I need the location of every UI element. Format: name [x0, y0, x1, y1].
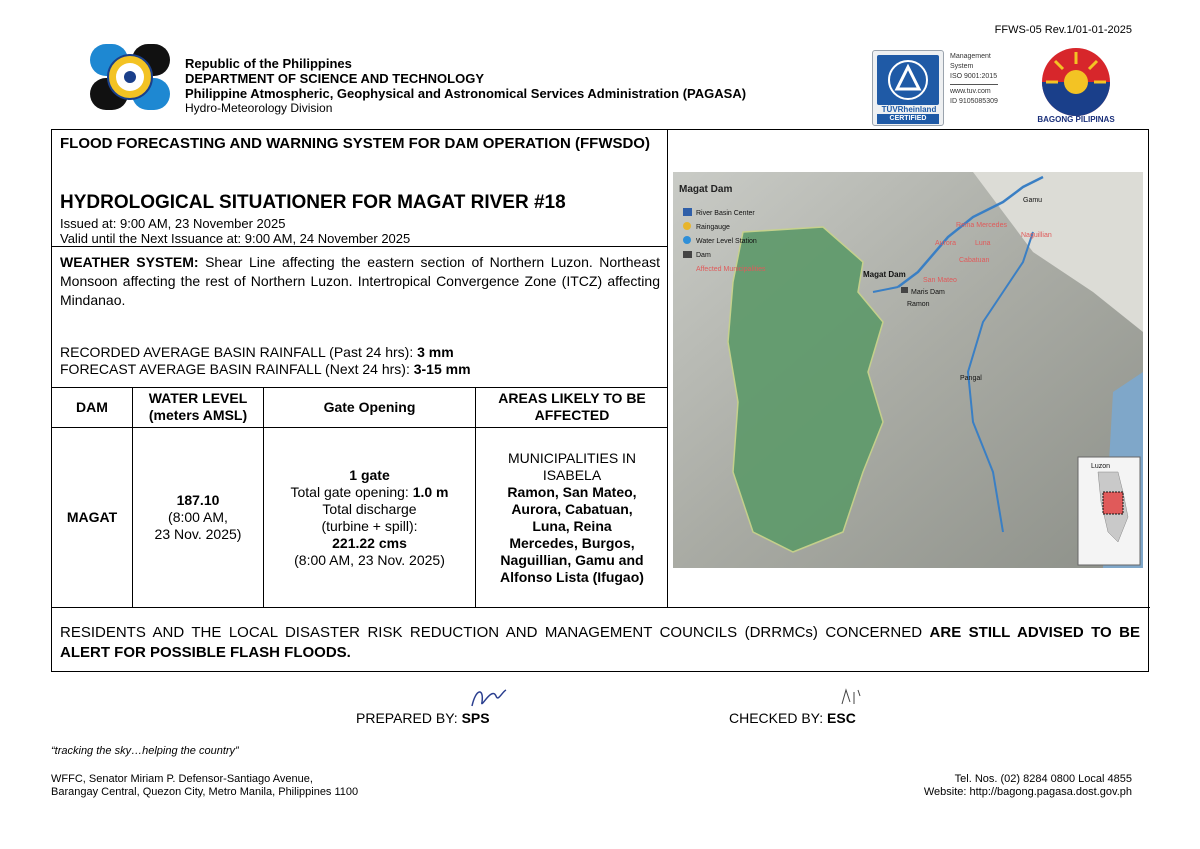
forecast-label: FORECAST AVERAGE BASIN RAINFALL (Next 24 hrs): — [60, 361, 414, 377]
dam-icon — [683, 251, 692, 258]
header-areas-2: AFFECTED — [534, 407, 610, 423]
header-water-level-2: (meters AMSL) — [148, 407, 248, 423]
discharge-value: 221.22 cms — [332, 534, 407, 551]
gate-opening-value: 1.0 m — [412, 483, 449, 500]
tuv-badge — [872, 50, 944, 126]
advisory-bold: ARE STILL ADVISED TO BE ALERT FOR POSSIBLE FLASH FLOODS. — [60, 624, 1141, 661]
areas-line-5: Naguillian, Gamu and — [500, 551, 644, 568]
label-luna: Luna — [975, 240, 991, 247]
header-water-level-1: WATER LEVEL — [148, 390, 248, 406]
tuv-system: System — [950, 63, 974, 70]
tuv-certification — [872, 50, 1022, 126]
tuv-iso: ISO 9001:2015 — [950, 73, 998, 80]
checked-initials: ESC — [827, 710, 856, 726]
areas-line-6: Alfonso Lista (Ifugao) — [500, 568, 644, 585]
luzon-inset — [1078, 457, 1140, 565]
gate-count: 1 gate — [349, 466, 390, 483]
bagong-pilipinas-label: BAGONG PILIPINAS — [1037, 115, 1115, 124]
prepared-initials: SPS — [461, 710, 490, 726]
tuv-id: ID 9105085309 — [950, 98, 998, 105]
signature-checked — [838, 686, 864, 708]
inset-label: Luzon — [1091, 463, 1111, 470]
dost-logo-icon — [88, 42, 172, 112]
cell-areas — [476, 428, 668, 607]
divider-advisory — [52, 607, 1150, 608]
discharge-label-2: (turbine + spill): — [321, 517, 418, 534]
areas-line-4: Mercedes, Burgos, — [509, 534, 635, 551]
areas-label-2: ISABELA — [542, 466, 602, 483]
department-line: DEPARTMENT OF SCIENCE AND TECHNOLOGY — [185, 71, 485, 86]
weather-text: Shear Line affecting the eastern section of Northern Luzon. Northeast Monsoon affecting the rest of Northern Luzon. Intertropical Convergence Zone (ITCZ) affecting Mindanao. — [60, 254, 660, 308]
divider-title — [52, 246, 668, 247]
valid-until: Valid until the Next Issuance at: 9:00 AM, 24 November 2025 — [60, 231, 411, 246]
cell-gate-opening — [264, 428, 475, 607]
areas-line-2: Aurora, Cabatuan, — [511, 500, 633, 517]
signature-prepared — [466, 684, 510, 712]
checked-by — [729, 710, 856, 726]
gate-opening-label: Total gate opening: — [290, 483, 413, 500]
cell-dam: MAGAT — [66, 509, 118, 525]
label-aurora: Aurora — [935, 240, 957, 247]
prepared-by — [356, 710, 490, 726]
weather-system — [60, 253, 660, 310]
website-link[interactable]: Website: http://bagong.pagasa.dost.gov.ph — [923, 786, 1132, 798]
cell-water-level — [133, 428, 263, 607]
legend-raingauge: Raingauge — [696, 224, 730, 231]
checked-label: CHECKED BY: — [729, 710, 828, 726]
tuv-web: www.tuv.com — [950, 84, 998, 97]
label-ramon: Ramon — [907, 301, 930, 308]
division-line: Hydro-Meteorology Division — [185, 101, 333, 115]
tagline: “tracking the sky…helping the country” — [51, 745, 239, 757]
river-basin-center-icon — [683, 208, 692, 216]
inset-region-marker — [1103, 492, 1123, 514]
water-level-time-1: (8:00 AM, — [168, 509, 228, 525]
header-gate-opening: Gate Opening — [323, 398, 416, 415]
label-reina-mercedes: Reina Mercedes — [956, 222, 1007, 229]
system-title: FLOOD FORECASTING AND WARNING SYSTEM FOR DAM OPERATION (FFWSDO) — [60, 135, 650, 152]
address — [51, 773, 358, 799]
recorded-value: 3 mm — [417, 344, 454, 360]
issued-at: Issued at: 9:00 AM, 23 November 2025 — [60, 216, 286, 231]
label-maris-dam: Maris Dam — [911, 289, 945, 296]
water-level-time-2: 23 Nov. 2025) — [154, 526, 242, 542]
label-pangal: Pangal — [960, 375, 982, 382]
tuv-details — [950, 52, 998, 107]
advisory-text — [60, 623, 1140, 663]
legend-basin-center: River Basin Center — [696, 210, 755, 217]
rainfall-summary — [60, 344, 471, 378]
tuv-certified: CERTIFIED — [877, 114, 939, 124]
header-dam: DAM — [76, 398, 108, 415]
legend-dam: Dam — [696, 252, 711, 259]
agency-line: Philippine Atmospheric, Geophysical and Astronomical Services Administration (PAGASA) — [185, 86, 747, 101]
header-areas-1: AREAS LIKELY TO BE — [498, 390, 646, 406]
maris-dam-icon — [901, 287, 908, 293]
recorded-rainfall — [60, 344, 471, 361]
legend-affected: Affected Municipalities — [696, 266, 766, 273]
areas-label-1: MUNICIPALITIES IN — [507, 449, 637, 466]
telephone: Tel. Nos. (02) 8284 0800 Local 4855 — [954, 773, 1132, 785]
magat-basin-map — [673, 172, 1143, 568]
legend-water-level: Water Level Station — [696, 238, 757, 245]
dam-table — [52, 387, 668, 607]
forecast-rainfall — [60, 361, 471, 378]
header-water-level — [133, 387, 263, 427]
discharge-time: (8:00 AM, 23 Nov. 2025) — [294, 551, 445, 568]
republic-line: Republic of the Philippines — [185, 56, 352, 71]
forecast-value: 3-15 mm — [413, 361, 471, 377]
tuv-brand: TÜVRheinland — [881, 105, 937, 114]
areas-line-1: Ramon, San Mateo, — [507, 483, 637, 500]
prepared-label: PREPARED BY: — [356, 710, 462, 726]
tuv-mark — [877, 55, 939, 105]
tuv-mgmt: Management — [950, 53, 991, 60]
advisory-normal: RESIDENTS AND THE LOCAL DISASTER RISK REDUCTION AND MANAGEMENT COUNCILS (DRRMCs) CONCERNED — [60, 624, 930, 641]
address-line-1: WFFC, Senator Miriam P. Defensor-Santiago Avenue, — [51, 773, 313, 785]
areas-line-3: Luna, Reina — [532, 517, 612, 534]
issuance-info — [60, 216, 410, 246]
situationer-title: HYDROLOGICAL SITUATIONER FOR MAGAT RIVER #18 — [60, 192, 566, 213]
discharge-label-1: Total discharge — [322, 500, 417, 517]
gate-opening — [290, 484, 448, 501]
water-level-station-icon — [683, 236, 691, 244]
raingauge-icon — [683, 222, 691, 230]
weather-label: WEATHER SYSTEM: — [60, 254, 199, 270]
map-title: Magat Dam — [679, 184, 733, 195]
situationer-frame — [51, 129, 1149, 672]
recorded-label: RECORDED AVERAGE BASIN RAINFALL (Past 24 hrs): — [60, 344, 418, 360]
form-number: FFWS-05 Rev.1/01-01-2025 — [994, 24, 1132, 36]
header-areas — [476, 387, 668, 427]
tuv-triangle-icon — [877, 55, 939, 105]
contact-info — [924, 773, 1132, 799]
address-line-2: Barangay Central, Quezon City, Metro Manila, Philippines 1100 — [51, 786, 359, 798]
label-magat-dam: Magat Dam — [863, 270, 906, 279]
water-level-value: 187.10 — [176, 492, 220, 508]
label-naguillian: Naguillian — [1021, 232, 1052, 239]
label-cabatuan: Cabatuan — [959, 257, 990, 264]
label-gamu: Gamu — [1023, 197, 1043, 204]
agency-header — [185, 56, 746, 116]
label-san-mateo: San Mateo — [923, 277, 957, 284]
